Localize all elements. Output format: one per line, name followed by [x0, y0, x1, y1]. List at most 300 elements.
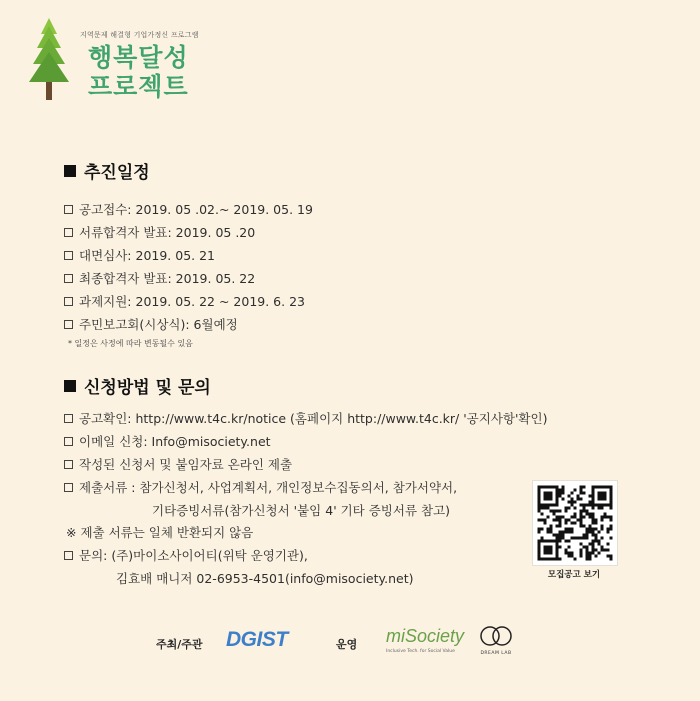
qr-module [610, 519, 613, 522]
qr-module [568, 540, 571, 543]
qr-module [589, 495, 592, 498]
qr-module [568, 507, 571, 510]
qr-module [541, 504, 544, 507]
qr-module [592, 552, 595, 555]
qr-module [547, 549, 550, 552]
checkbox-icon [64, 437, 73, 446]
qr-module [601, 516, 604, 519]
qr-module [592, 534, 595, 537]
apply-item: 작성된 신청서 및 붙임자료 온라인 제출 [64, 455, 292, 473]
misociety-tagline: Inclusive Tech. for Social Value [386, 649, 455, 654]
qr-module [544, 522, 547, 525]
qr-module [607, 543, 610, 546]
qr-module [610, 486, 613, 489]
qr-module [571, 501, 574, 504]
qr-module [586, 546, 589, 549]
qr-module [589, 501, 592, 504]
qr-module [556, 558, 559, 561]
qr-module [610, 507, 613, 510]
qr-module [541, 558, 544, 561]
qr-module [565, 510, 568, 513]
qr-module [538, 486, 541, 489]
qr-module [574, 537, 577, 540]
qr-module [556, 537, 559, 540]
qr-module [559, 531, 562, 534]
qr-module [550, 528, 553, 531]
qr-module [583, 537, 586, 540]
qr-module [598, 507, 601, 510]
qr-module [553, 534, 556, 537]
qr-module [592, 546, 595, 549]
qr-module [601, 498, 604, 501]
qr-module [595, 540, 598, 543]
qr-module [580, 489, 583, 492]
qr-module [559, 519, 562, 522]
tree-icon [26, 18, 72, 102]
qr-module [559, 522, 562, 525]
qr-module [586, 558, 589, 561]
qr-module [559, 516, 562, 519]
qr-module [550, 540, 553, 543]
qr-module [589, 525, 592, 528]
qr-module [598, 531, 601, 534]
qr-module [541, 507, 544, 510]
qr-module [538, 507, 541, 510]
qr-module [601, 519, 604, 522]
qr-module [568, 555, 571, 558]
qr-module [580, 555, 583, 558]
qr-module [586, 549, 589, 552]
contact-item: 문의: (주)마이소사이어티(위탁 운영기관), [64, 546, 308, 564]
qr-module [607, 549, 610, 552]
qr-code-icon [533, 481, 617, 565]
qr-module [601, 537, 604, 540]
schedule-item: 주민보고회(시상식): 6월예정 [64, 315, 238, 333]
qr-module [610, 525, 613, 528]
qr-module [571, 492, 574, 495]
qr-module [541, 528, 544, 531]
schedule-item: 서류합격자 발표: 2019. 05 .20 [64, 223, 255, 241]
square-bullet-icon [64, 165, 76, 177]
qr-module [574, 513, 577, 516]
checkbox-icon [64, 274, 73, 283]
qr-module [556, 498, 559, 501]
qr-module [601, 486, 604, 489]
brand-subtitle: 지역문제 해결형 기업가정신 프로그램 [80, 31, 199, 39]
qr-module [568, 546, 571, 549]
qr-module [586, 531, 589, 534]
square-bullet-icon [64, 380, 76, 392]
qr-module [544, 558, 547, 561]
apply-item: 제출서류 : 참가신청서, 사업계획서, 개인정보수집동의서, 참가서약서, [64, 478, 457, 496]
qr-module [592, 495, 595, 498]
qr-module [586, 555, 589, 558]
qr-module [559, 525, 562, 528]
qr-module [547, 495, 550, 498]
qr-module [604, 498, 607, 501]
qr-module [538, 540, 541, 543]
qr-module [541, 486, 544, 489]
qr-module [583, 525, 586, 528]
qr-module [589, 543, 592, 546]
qr-module [559, 558, 562, 561]
qr-module [568, 552, 571, 555]
qr-module [547, 486, 550, 489]
qr-module [610, 504, 613, 507]
qr-module [568, 519, 571, 522]
qr-module [601, 492, 604, 495]
qr-module [592, 492, 595, 495]
qr-module [544, 540, 547, 543]
qr-module [592, 486, 595, 489]
qr-module [589, 552, 592, 555]
qr-module [556, 516, 559, 519]
qr-module [607, 528, 610, 531]
qr-module [595, 519, 598, 522]
qr-module [571, 552, 574, 555]
qr-module [583, 504, 586, 507]
qr-module [580, 510, 583, 513]
qr-module [583, 486, 586, 489]
qr-module [583, 534, 586, 537]
qr-module [556, 534, 559, 537]
qr-module [583, 510, 586, 513]
qr-module [562, 486, 565, 489]
qr-module [592, 528, 595, 531]
qr-module [583, 507, 586, 510]
qr-module [559, 510, 562, 513]
qr-module [565, 531, 568, 534]
qr-module [583, 516, 586, 519]
qr-module [553, 513, 556, 516]
misociety-logo: miSociety [386, 626, 465, 646]
qr-module [559, 489, 562, 492]
qr-module [586, 528, 589, 531]
operator-label: 운영 [336, 638, 358, 651]
qr-module [598, 552, 601, 555]
qr-module [610, 492, 613, 495]
qr-module [610, 489, 613, 492]
qr-module [589, 555, 592, 558]
qr-module [559, 534, 562, 537]
qr-module [604, 516, 607, 519]
qr-module [538, 492, 541, 495]
qr-module [589, 516, 592, 519]
qr-module [556, 510, 559, 513]
qr-module [604, 504, 607, 507]
qr-module [610, 498, 613, 501]
qr-module [550, 552, 553, 555]
qr-module [580, 486, 583, 489]
qr-module [547, 531, 550, 534]
qr-module [592, 543, 595, 546]
qr-module [550, 492, 553, 495]
qr-module [601, 504, 604, 507]
qr-module [607, 555, 610, 558]
qr-module [583, 492, 586, 495]
dgist-logo: DGIST [226, 628, 288, 651]
qr-module [556, 495, 559, 498]
qr-module [598, 543, 601, 546]
qr-module [538, 555, 541, 558]
qr-module [538, 528, 541, 531]
qr-module [538, 495, 541, 498]
qr-module [538, 501, 541, 504]
qr-module [553, 558, 556, 561]
qr-module [547, 528, 550, 531]
qr-module [541, 519, 544, 522]
qr-module [556, 504, 559, 507]
qr-module [586, 513, 589, 516]
qr-module [544, 549, 547, 552]
qr-module [571, 522, 574, 525]
brand-title-line1: 행복달성 [88, 43, 189, 72]
qr-code[interactable] [532, 480, 618, 566]
qr-module [577, 498, 580, 501]
brand-title [88, 43, 189, 101]
qr-module [589, 504, 592, 507]
qr-module [610, 516, 613, 519]
qr-module [562, 498, 565, 501]
qr-module [538, 510, 541, 513]
qr-module [559, 540, 562, 543]
qr-module [595, 522, 598, 525]
checkbox-icon [64, 320, 73, 329]
qr-module [586, 552, 589, 555]
qr-module [598, 495, 601, 498]
qr-module [565, 540, 568, 543]
qr-module [598, 498, 601, 501]
qr-module [610, 537, 613, 540]
host-label: 주최/주관 [156, 638, 203, 651]
qr-module [547, 516, 550, 519]
qr-module [607, 486, 610, 489]
checkbox-icon [64, 483, 73, 492]
qr-module [550, 495, 553, 498]
qr-module [595, 534, 598, 537]
qr-module [538, 531, 541, 534]
qr-module [565, 522, 568, 525]
qr-module [586, 537, 589, 540]
qr-module [556, 546, 559, 549]
schedule-note: * 일정은 사정에 따라 변동될수 있음 [68, 339, 193, 348]
qr-module [544, 552, 547, 555]
qr-module [544, 507, 547, 510]
qr-module [604, 486, 607, 489]
schedule-item: 대면심사: 2019. 05. 21 [64, 246, 215, 264]
checkbox-icon [64, 228, 73, 237]
qr-module [589, 531, 592, 534]
qr-module [604, 492, 607, 495]
qr-module [553, 519, 556, 522]
qr-module [568, 495, 571, 498]
apply-heading: 신청방법 및 문의 [64, 373, 211, 398]
qr-module [550, 531, 553, 534]
qr-module [541, 537, 544, 540]
qr-module [580, 513, 583, 516]
qr-module [610, 495, 613, 498]
qr-module [571, 537, 574, 540]
apply-item: 공고확인: http://www.t4c.kr/notice (홈페이지 http://www.t4c.kr/ '공지사항'확인) [64, 409, 547, 427]
qr-module [550, 498, 553, 501]
qr-module [601, 507, 604, 510]
qr-module [571, 531, 574, 534]
dream-lab-logo: DREAM LAB [480, 651, 512, 656]
qr-module [580, 549, 583, 552]
qr-module [565, 552, 568, 555]
qr-module [562, 492, 565, 495]
schedule-heading: 추진일정 [64, 158, 150, 183]
qr-module [547, 540, 550, 543]
qr-module [541, 513, 544, 516]
qr-module [586, 504, 589, 507]
qr-module [550, 510, 553, 513]
qr-module [598, 486, 601, 489]
qr-module [568, 531, 571, 534]
qr-module [592, 549, 595, 552]
qr-module [568, 501, 571, 504]
qr-module [589, 558, 592, 561]
qr-module [544, 504, 547, 507]
qr-module [550, 558, 553, 561]
qr-module [577, 519, 580, 522]
qr-module [565, 549, 568, 552]
qr-module [610, 558, 613, 561]
qr-module [595, 504, 598, 507]
qr-module [550, 504, 553, 507]
qr-module [547, 492, 550, 495]
qr-module [538, 519, 541, 522]
schedule-item: 과제지원: 2019. 05. 22 ~ 2019. 6. 23 [64, 292, 305, 310]
qr-module [547, 546, 550, 549]
qr-module [592, 489, 595, 492]
qr-module [592, 498, 595, 501]
qr-module [550, 486, 553, 489]
qr-module [544, 492, 547, 495]
qr-module [568, 528, 571, 531]
qr-module [583, 546, 586, 549]
qr-module [556, 540, 559, 543]
qr-module [571, 498, 574, 501]
qr-module [562, 534, 565, 537]
qr-module [538, 489, 541, 492]
qr-module [571, 555, 574, 558]
qr-module [595, 555, 598, 558]
qr-module [574, 522, 577, 525]
qr-module [604, 495, 607, 498]
qr-module [601, 528, 604, 531]
qr-module [559, 492, 562, 495]
qr-module [580, 519, 583, 522]
qr-module [580, 543, 583, 546]
qr-module [607, 531, 610, 534]
qr-module [598, 540, 601, 543]
qr-module [544, 486, 547, 489]
qr-module [595, 549, 598, 552]
qr-module [586, 534, 589, 537]
qr-module [580, 537, 583, 540]
qr-module [595, 486, 598, 489]
contact-item-continued: 김효배 매니저 02-6953-4501(info@misociety.net) [116, 571, 414, 586]
qr-module [607, 504, 610, 507]
qr-module [559, 537, 562, 540]
checkbox-icon [64, 460, 73, 469]
qr-module [589, 528, 592, 531]
qr-module [574, 501, 577, 504]
qr-module [556, 543, 559, 546]
qr-module [610, 501, 613, 504]
qr-module [589, 513, 592, 516]
qr-module [547, 507, 550, 510]
qr-module [577, 537, 580, 540]
qr-module [550, 525, 553, 528]
qr-module [571, 504, 574, 507]
qr-module [538, 498, 541, 501]
checkbox-icon [64, 551, 73, 560]
brand-title-line2: 프로젝트 [88, 72, 189, 101]
qr-module [553, 504, 556, 507]
apply-notice: ※ 제출 서류는 일체 반환되지 않음 [66, 525, 254, 540]
qr-module [574, 516, 577, 519]
qr-module [592, 531, 595, 534]
qr-module [544, 495, 547, 498]
qr-module [562, 531, 565, 534]
qr-module [565, 519, 568, 522]
apply-item-continued: 기타증빙서류(참가신청서 '붙임 4' 기타 증빙서류 참고) [152, 503, 451, 518]
qr-module [574, 489, 577, 492]
qr-caption: 모집공고 보기 [547, 570, 601, 580]
schedule-item: 공고접수: 2019. 05 .02.~ 2019. 05. 19 [64, 200, 313, 218]
qr-module [562, 489, 565, 492]
qr-module [592, 501, 595, 504]
qr-module [580, 522, 583, 525]
checkbox-icon [64, 297, 73, 306]
checkbox-icon [64, 414, 73, 423]
qr-module [580, 525, 583, 528]
qr-module [538, 558, 541, 561]
qr-module [553, 540, 556, 543]
qr-module [565, 528, 568, 531]
qr-module [598, 492, 601, 495]
qr-module [574, 507, 577, 510]
qr-module [604, 549, 607, 552]
qr-module [553, 510, 556, 513]
qr-module [538, 546, 541, 549]
qr-module [571, 516, 574, 519]
qr-module [580, 552, 583, 555]
qr-module [556, 525, 559, 528]
checkbox-icon [64, 205, 73, 214]
qr-module [547, 498, 550, 501]
qr-module [592, 540, 595, 543]
qr-module [592, 522, 595, 525]
qr-module [601, 495, 604, 498]
qr-module [610, 528, 613, 531]
qr-module [556, 489, 559, 492]
qr-module [562, 537, 565, 540]
qr-module [592, 507, 595, 510]
qr-module [601, 549, 604, 552]
qr-module [556, 492, 559, 495]
qr-module [601, 546, 604, 549]
qr-module [544, 546, 547, 549]
qr-module [595, 528, 598, 531]
qr-module [553, 486, 556, 489]
qr-module [550, 546, 553, 549]
qr-module [556, 555, 559, 558]
apply-item: 이메일 신청: Info@misociety.net [64, 432, 271, 450]
qr-module [592, 504, 595, 507]
